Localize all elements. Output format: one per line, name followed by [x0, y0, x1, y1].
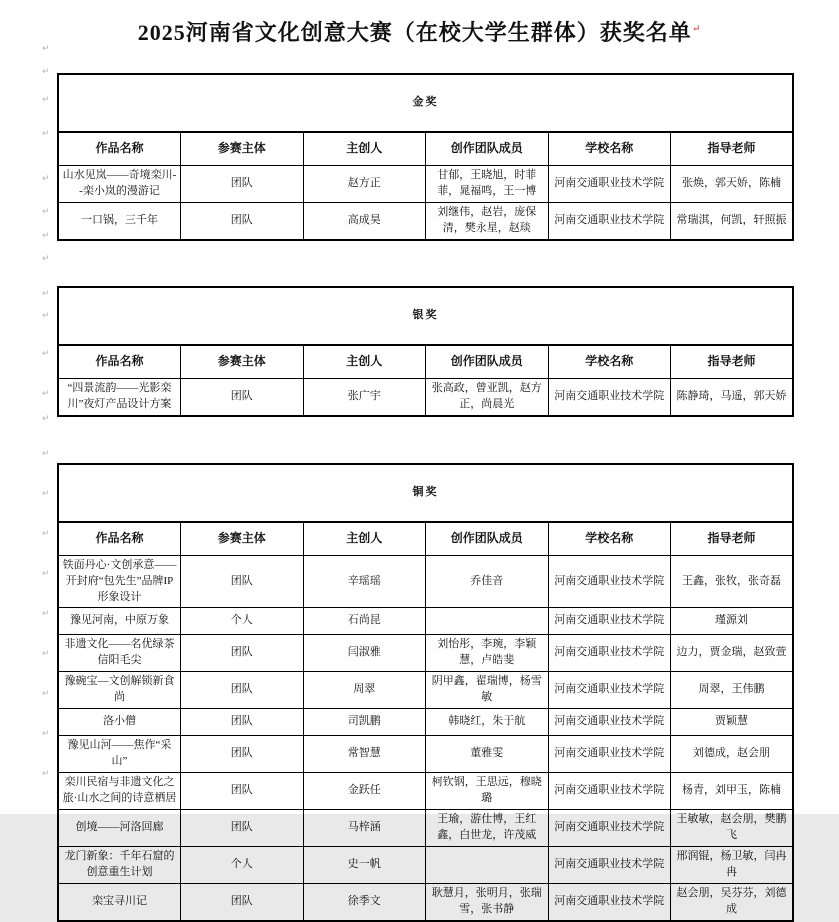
work-name-cell: 豫碗宝—文创解锁新食尚 [58, 672, 181, 709]
work-name-cell: 非遗文化——名优绿茶信阳毛尖 [58, 635, 181, 672]
school-name-cell: 河南交通职业技术学院 [548, 202, 671, 239]
table-row [58, 635, 793, 672]
page-title-text: 2025河南省文化创意大赛（在校大学生群体）获奖名单 [137, 20, 692, 45]
team-members-cell: 阴甲鑫，翟瑞博，杨雪敏 [426, 672, 549, 709]
table-row [58, 809, 793, 846]
main-creator-cell: 史一帆 [303, 846, 426, 883]
team-members-cell: 刘继伟，赵岩，庞保清，樊永星，赵琰 [426, 202, 549, 239]
paragraph-mark: ↵ [42, 174, 50, 184]
work-name-cell: 铁面丹心·文创承意——开封府“包先生”品牌IP形象设计 [58, 555, 181, 608]
advisor-cell: 刘德成，赵会朋 [671, 736, 794, 773]
main-creator-cell: 常智慧 [303, 736, 426, 773]
advisor-cell: 陈静琦，马遥，郭天娇 [671, 378, 794, 415]
table-row [58, 883, 793, 920]
work-name-cell: 一口锅，三千年 [58, 202, 181, 239]
entrant-type-cell: 个人 [181, 608, 304, 635]
paragraph-mark: ↵ [42, 449, 50, 459]
school-name-cell: 河南交通职业技术学院 [548, 709, 671, 736]
main-creator-cell: 张广宇 [303, 378, 426, 415]
column-header: 主创人 [303, 522, 426, 556]
entrant-type-cell: 团队 [181, 773, 304, 810]
paragraph-mark: ↵ [42, 529, 50, 539]
entrant-type-cell: 团队 [181, 635, 304, 672]
table-row [58, 672, 793, 709]
column-header: 作品名称 [58, 522, 181, 556]
team-members-cell: 王瑜，游仕博，王红鑫，白世龙，许茂威 [426, 809, 549, 846]
work-name-cell: 栾宝寻川记 [58, 883, 181, 920]
award-table-bronze [57, 463, 794, 922]
main-creator-cell: 周翠 [303, 672, 426, 709]
advisor-cell: 常瑞淇，何凯，轩照振 [671, 202, 794, 239]
column-header: 创作团队成员 [426, 132, 549, 166]
paragraph-mark: ↵ [42, 389, 50, 399]
entrant-type-cell: 团队 [181, 378, 304, 415]
entrant-type-cell: 团队 [181, 202, 304, 239]
paragraph-mark: ↵ [42, 489, 50, 499]
paragraph-mark: ↵ [42, 95, 50, 105]
team-members-cell: 柯钦钢，王思远，穆晓璐 [426, 773, 549, 810]
work-name-cell: 山水见岚——奇境栾川--栾小岚的漫游记 [58, 166, 181, 203]
team-members-cell: 耿慧月，张明月，张瑞雪，张书静 [426, 883, 549, 920]
advisor-cell: 王敏敏，赵会朋，樊鹏飞 [671, 809, 794, 846]
advisor-cell: 王鑫，张牧，张奇磊 [671, 555, 794, 608]
award-table-silver [57, 286, 794, 417]
column-header: 作品名称 [58, 132, 181, 166]
column-header: 参赛主体 [181, 522, 304, 556]
team-members-cell [426, 846, 549, 883]
column-header: 指导老师 [671, 132, 794, 166]
main-creator-cell: 高成昊 [303, 202, 426, 239]
school-name-cell: 河南交通职业技术学院 [548, 672, 671, 709]
paragraph-mark: ↵ [42, 414, 50, 424]
column-header: 主创人 [303, 132, 426, 166]
table-row [58, 846, 793, 883]
school-name-cell: 河南交通职业技术学院 [548, 846, 671, 883]
entrant-type-cell: 团队 [181, 736, 304, 773]
paragraph-mark: ↵ [42, 254, 50, 264]
main-creator-cell: 金跃任 [303, 773, 426, 810]
table-row [58, 736, 793, 773]
paragraph-mark: ↵ [42, 289, 50, 299]
work-name-cell: 创境——河洛回廊 [58, 809, 181, 846]
team-members-cell: 刘怡彤，李琬，李颖慧，卢皓斐 [426, 635, 549, 672]
school-name-cell: 河南交通职业技术学院 [548, 809, 671, 846]
table-row [58, 608, 793, 635]
school-name-cell: 河南交通职业技术学院 [548, 608, 671, 635]
column-header: 作品名称 [58, 345, 181, 379]
work-name-cell: 洛小僧 [58, 709, 181, 736]
work-name-cell: 龙门新象：千年石窟的创意重生计划 [58, 846, 181, 883]
advisor-cell: 赵会朋，吴芬芬，刘德成 [671, 883, 794, 920]
column-header: 创作团队成员 [426, 345, 549, 379]
main-creator-cell: 马梓涵 [303, 809, 426, 846]
entrant-type-cell: 团队 [181, 672, 304, 709]
main-creator-cell: 徐季文 [303, 883, 426, 920]
team-members-cell: 韩晓红，朱于航 [426, 709, 549, 736]
entrant-type-cell: 团队 [181, 555, 304, 608]
table-row [58, 709, 793, 736]
main-creator-cell: 赵方正 [303, 166, 426, 203]
team-members-cell: 乔佳音 [426, 555, 549, 608]
table-row [58, 773, 793, 810]
advisor-cell: 张焕，郭天娇，陈楠 [671, 166, 794, 203]
entrant-type-cell: 团队 [181, 709, 304, 736]
column-header: 学校名称 [548, 522, 671, 556]
table-row [58, 166, 793, 203]
advisor-cell: 邢润锟，杨卫敏，闫冉冉 [671, 846, 794, 883]
advisor-cell: 瑾源刘 [671, 608, 794, 635]
column-header: 学校名称 [548, 345, 671, 379]
main-creator-cell: 司凯鹏 [303, 709, 426, 736]
team-members-cell: 董雅雯 [426, 736, 549, 773]
paragraph-mark: ↵ [42, 729, 50, 739]
team-members-cell: 甘郁，王晓旭，时菲菲，晁福鸣，王一博 [426, 166, 549, 203]
work-name-cell: “四景流韵——光影栾川”夜灯产品设计方案 [58, 378, 181, 415]
paragraph-mark: ↵ [42, 207, 50, 217]
column-header: 创作团队成员 [426, 522, 549, 556]
column-header: 指导老师 [671, 345, 794, 379]
title-paragraph-mark: ↵ [691, 23, 702, 35]
column-header: 参赛主体 [181, 345, 304, 379]
work-name-cell: 豫见山河——焦作“采山” [58, 736, 181, 773]
award-title: 金奖 [58, 74, 793, 132]
school-name-cell: 河南交通职业技术学院 [548, 635, 671, 672]
paragraph-mark: ↵ [42, 609, 50, 619]
table-row [58, 555, 793, 608]
paragraph-mark: ↵ [42, 689, 50, 699]
paragraph-mark: ↵ [42, 44, 50, 54]
entrant-type-cell: 团队 [181, 809, 304, 846]
table-row [58, 378, 793, 415]
advisor-cell: 周翠，王伟鹏 [671, 672, 794, 709]
paragraph-mark: ↵ [42, 67, 50, 77]
main-creator-cell: 辛瑶瑶 [303, 555, 426, 608]
column-header: 主创人 [303, 345, 426, 379]
award-title: 铜奖 [58, 464, 793, 522]
column-header: 指导老师 [671, 522, 794, 556]
advisor-cell: 边力，贾金瑞，赵致萱 [671, 635, 794, 672]
paragraph-mark: ↵ [42, 569, 50, 579]
paragraph-mark: ↵ [42, 311, 50, 321]
column-header: 参赛主体 [181, 132, 304, 166]
page-title [0, 0, 839, 47]
work-name-cell: 栾川民宿与非遗文化之旅·山水之间的诗意栖居 [58, 773, 181, 810]
team-members-cell [426, 608, 549, 635]
paragraph-mark: ↵ [42, 649, 50, 659]
paragraph-mark: ↵ [42, 769, 50, 779]
award-table-gold [57, 73, 794, 241]
advisor-cell: 贾颖慧 [671, 709, 794, 736]
team-members-cell: 张高政，曾亚凯，赵方正，尚晨光 [426, 378, 549, 415]
entrant-type-cell: 团队 [181, 166, 304, 203]
award-title: 银奖 [58, 287, 793, 345]
main-creator-cell: 石尚昆 [303, 608, 426, 635]
advisor-cell: 杨青，刘甲玉，陈楠 [671, 773, 794, 810]
work-name-cell: 豫见河南，中原万象 [58, 608, 181, 635]
school-name-cell: 河南交通职业技术学院 [548, 166, 671, 203]
school-name-cell: 河南交通职业技术学院 [548, 736, 671, 773]
paragraph-mark: ↵ [42, 349, 50, 359]
paragraph-mark: ↵ [42, 129, 50, 139]
school-name-cell: 河南交通职业技术学院 [548, 773, 671, 810]
entrant-type-cell: 团队 [181, 883, 304, 920]
table-row [58, 202, 793, 239]
main-creator-cell: 闫淑雅 [303, 635, 426, 672]
column-header: 学校名称 [548, 132, 671, 166]
paragraph-mark: ↵ [42, 231, 50, 241]
entrant-type-cell: 个人 [181, 846, 304, 883]
school-name-cell: 河南交通职业技术学院 [548, 883, 671, 920]
school-name-cell: 河南交通职业技术学院 [548, 378, 671, 415]
school-name-cell: 河南交通职业技术学院 [548, 555, 671, 608]
